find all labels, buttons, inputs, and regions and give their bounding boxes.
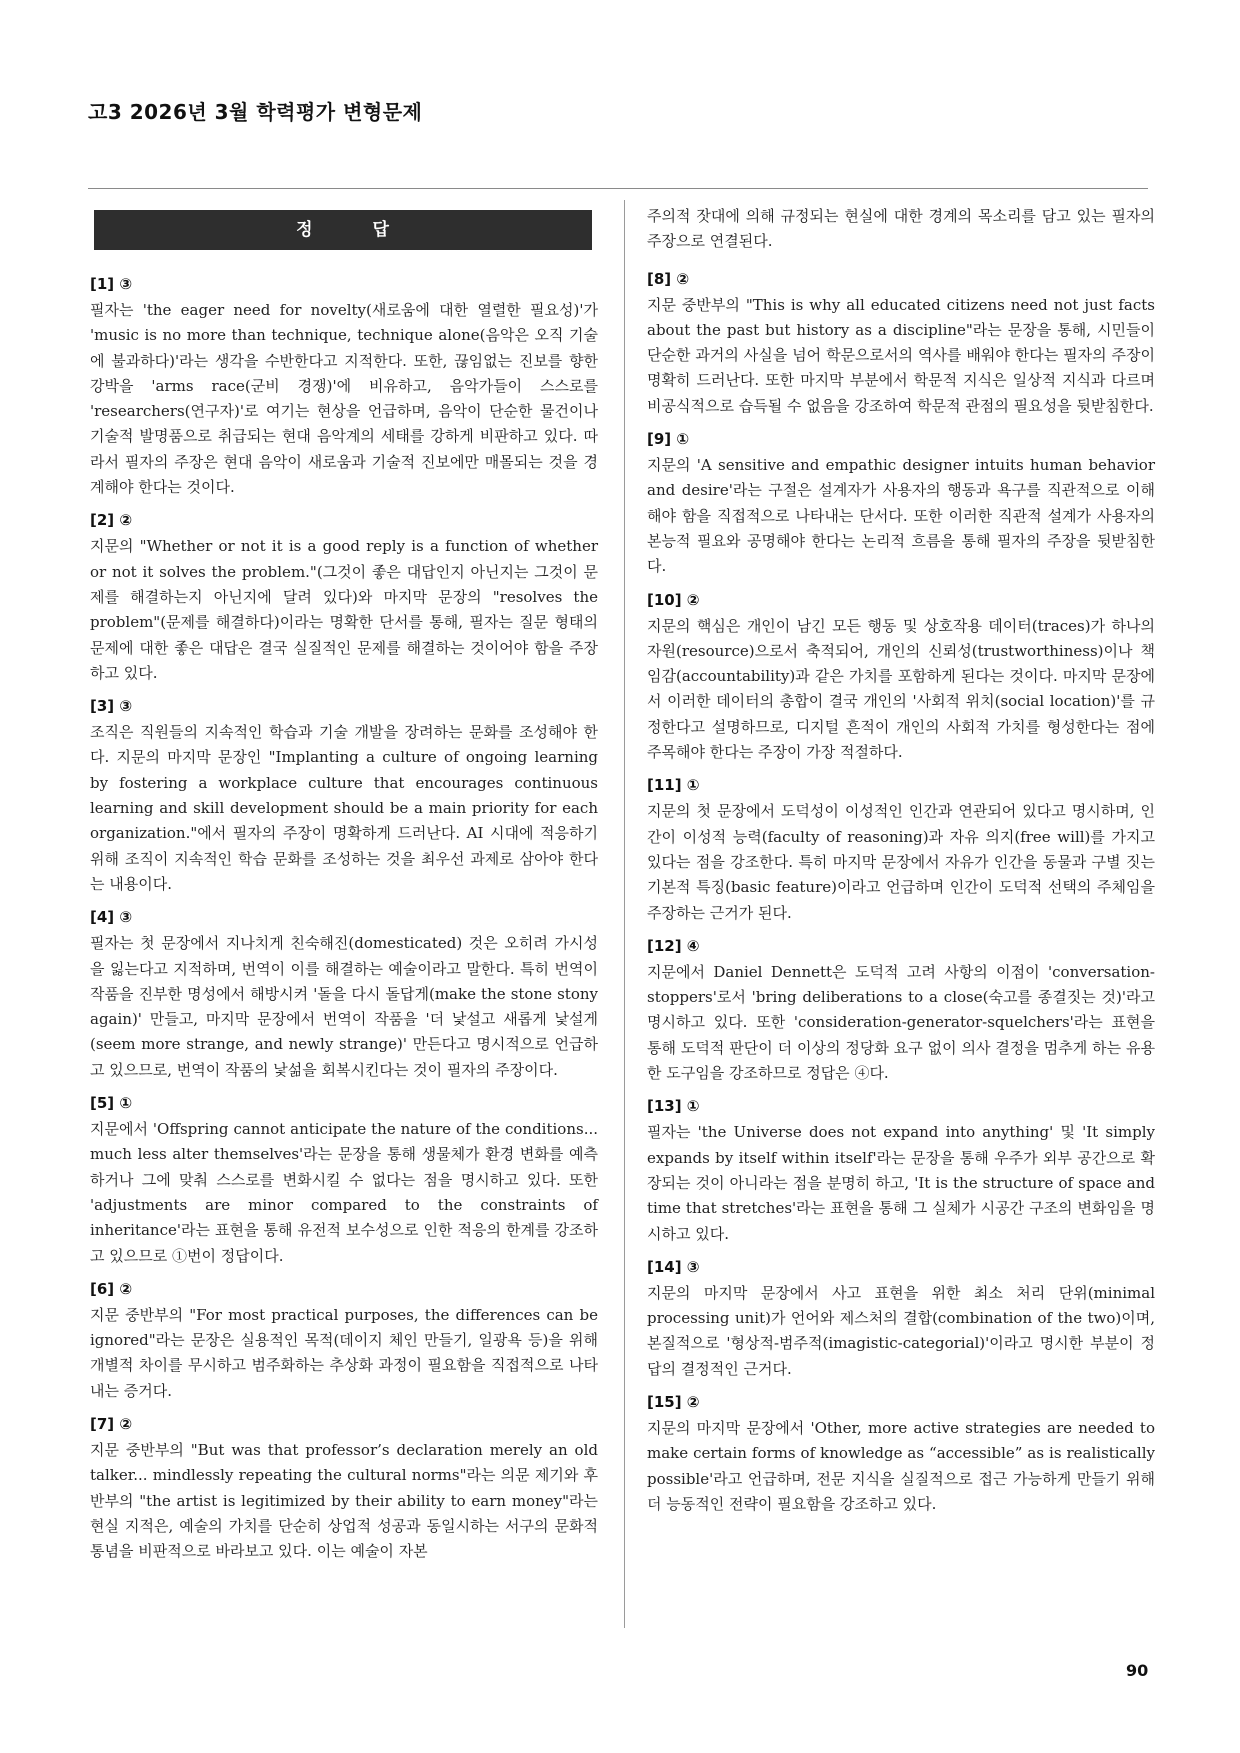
answer-7-continuation: 주의적 잣대에 의해 규정되는 현실에 대한 경계의 목소리를 담고 있는 필자의 주장으로 연결된다. <box>647 207 1155 251</box>
answer-item-2 <box>90 508 598 686</box>
column-divider <box>624 200 625 1628</box>
answer-explanation: 필자는 첫 문장에서 지나치게 친숙해진(domesticated) 것은 오히려 가시성을 잃는다고 지적하며, 번역이 이를 해결하는 예술이라고 말한다. 특히 번역이 작품을 진부한 명성에서 해방시켜 '돌을 다시 돌답게(make the stone stony again)' 만들고, 마지막 문장에서 번역이 작품을 '더 낯설고 새롭게 낯설게(seem more strange, and newly strange)' 만든다고 명시적으로 언급하고 있으므로, 번역이 작품의 낯섦을 회복시킨다는 것이 필자의 주장이다. <box>90 934 598 1079</box>
answer-item-3 <box>90 694 598 897</box>
page-number: 90 <box>1126 1661 1149 1680</box>
answer-item-12 <box>647 934 1155 1086</box>
answer-number: [7] ② <box>90 1414 133 1433</box>
answer-number: [2] ② <box>90 511 133 530</box>
answer-number: [4] ③ <box>90 908 133 927</box>
answer-banner: 정 답 <box>94 210 592 250</box>
answer-explanation: 지문 중반부의 "But was that professor’s declaration merely an old talker... mindlessly repeating the cultural norms"라는 의문 제기와 후반부의 "the artist is legitimized by their ability to earn money"라는 현실 지적은, 예술의 가치를 단순히 상업적 성공과 동일시하는 서구의 문화적 통념을 비판적으로 바라보고 있다. 이는 예술이 자본 <box>90 1440 598 1561</box>
answer-explanation: 필자는 'the Universe does not expand into anything' 및 'It simply expands by itself within itself'라는 문장을 통해 우주가 외부 공간으로 확장되는 것이 아니라는 점을 분명히 하고, 'It is the structure of space and time that stretches'라는 표현을 통해 그 실체가 시공간 구조의 변화임을 명시하고 있다. <box>647 1123 1155 1243</box>
answer-explanation: 지문 중반부의 "For most practical purposes, the differences can be ignored"라는 문장은 실용적인 목적(데이지 체인 만들기, 일광욕 등)을 위해 개별적 차이를 무시하고 범주화하는 추상화 과정이 필요함을 직접적으로 나타내는 증거다. <box>90 1305 598 1400</box>
answer-number: [12] ④ <box>647 936 700 955</box>
answer-item-11 <box>647 773 1155 925</box>
answer-number: [6] ② <box>90 1279 133 1298</box>
answer-item-9 <box>647 427 1155 579</box>
page-title: 고3 2026년 3월 학력평가 변형문제 <box>88 100 423 124</box>
answer-explanation: 필자는 'the eager need for novelty(새로움에 대한 열렬한 필요성)'가 'music is no more than technique, technique alone(음악은 오직 기술에 불과하다)'라는 생각을 수반한다고 지적한다. 또한, 끊임없는 진보를 향한 강박을 'arms race(군비 경쟁)'에 비유하고, 음악가들이 스스로를 'researchers(연구자)'로 여기는 현상을 언급하며, 음악이 단순한 물건이나 기술적 발명품으로 취급되는 현대 음악계의 세태를 강하게 비판하고 있다. 따라서 필자의 주장은 현대 음악이 새로움과 기술적 진보에만 매몰되는 것을 경계해야 한다는 것이다. <box>90 301 598 497</box>
answer-item-7 <box>90 1412 598 1564</box>
answer-number: [14] ③ <box>647 1257 700 1276</box>
answer-explanation: 지문 중반부의 "This is why all educated citizens need not just facts about the past but history as a discipline"라는 문장을 통해, 시민들이 단순한 과거의 사실을 넘어 학문으로서의 역사를 배워야 한다는 필자의 주장이 명확히 드러난다. 또한 마지막 부분에서 학문적 지식은 일상적 지식과 다르며 비공식적으로 습득될 수 없음을 강조하여 학문적 관점의 필요성을 뒷받침한다. <box>647 295 1155 415</box>
header-divider <box>88 188 1148 189</box>
answer-explanation: 지문에서 'Offspring cannot anticipate the nature of the conditions... much less alter themselves'라는 문장을 통해 생물체가 환경 변화를 예측하거나 그에 맞춰 스스로를 변화시킬 수 없다는 점을 명시하고 있다. 또한 'adjustments are minor compared to the constraints of inheritance'라는 표현을 통해 유전적 보수성으로 인한 적응의 한계를 강조하고 있으므로 ①번이 정답이다. <box>90 1120 598 1265</box>
answer-explanation: 지문의 마지막 문장에서 'Other, more active strategies are needed to make certain forms of knowledge as “accessible” as is realistically possible'라고 언급하며, 전문 지식을 실질적으로 접근 가능하게 만들기 위해 더 능동적인 전략이 필요함을 강조하고 있다. <box>647 1418 1155 1513</box>
right-column <box>647 204 1155 1525</box>
answer-item-14 <box>647 1255 1155 1382</box>
answer-item-10 <box>647 588 1155 766</box>
answer-item-6 <box>90 1277 598 1404</box>
answer-number: [5] ① <box>90 1094 133 1113</box>
left-column <box>90 200 598 1572</box>
answer-item-15 <box>647 1390 1155 1517</box>
answer-item-1 <box>90 272 598 500</box>
answer-item-13 <box>647 1094 1155 1246</box>
answer-explanation: 지문의 핵심은 개인이 남긴 모든 행동 및 상호작용 데이터(traces)가 하나의 자원(resource)으로서 축적되어, 개인의 신뢰성(trustworthiness)이나 책임감(accountability)과 같은 가치를 포함하게 된다는 것이다. 마지막 문장에서 이러한 데이터의 총합이 결국 개인의 '사회적 위치(social location)'를 규정한다고 설명하므로, 디지털 흔적이 개인의 사회적 가치를 형성한다는 점에 주목해야 한다는 주장이 가장 적절하다. <box>647 616 1155 762</box>
answer-number: [3] ③ <box>90 697 133 716</box>
answer-explanation: 지문의 'A sensitive and empathic designer intuits human behavior and desire'라는 구절은 설계자가 사용자의 행동과 욕구를 직관적으로 이해해야 함을 직접적으로 나타내는 단서다. 또한 이러한 직관적 설계가 사용자의 본능적 필요와 공명해야 한다는 논리적 흐름을 통해 필자의 주장을 뒷받침한다. <box>647 456 1155 576</box>
answer-explanation: 지문의 마지막 문장에서 사고 표현을 위한 최소 처리 단위(minimal processing unit)가 언어와 제스처의 결합(combination of the two)이며, 본질적으로 '형상적-범주적(imagistic-categorial)'이라고 명시한 부분이 정답의 결정적인 근거다. <box>647 1283 1155 1378</box>
answer-number: [15] ② <box>647 1392 700 1411</box>
answer-number: [10] ② <box>647 590 700 609</box>
answer-item-4 <box>90 905 598 1083</box>
answer-number: [8] ② <box>647 269 690 288</box>
answer-number: [9] ① <box>647 430 690 449</box>
answer-explanation: 지문의 첫 문장에서 도덕성이 이성적인 인간과 연관되어 있다고 명시하며, 인간이 이성적 능력(faculty of reasoning)과 자유 의지(free will)를 가지고 있다는 점을 강조한다. 특히 마지막 문장에서 자유가 인간을 동물과 구별 짓는 기본적 특징(basic feature)이라고 언급하며 인간이 도덕적 선택의 주체임을 주장하는 근거가 된다. <box>647 802 1155 922</box>
answer-number: [11] ① <box>647 776 700 795</box>
answer-number: [13] ① <box>647 1097 700 1116</box>
answer-explanation: 조직은 직원들의 지속적인 학습과 기술 개발을 장려하는 문화를 조성해야 한다. 지문의 마지막 문장인 "Implanting a culture of ongoing learning by fostering a workplace culture that encourages continuous learning and skill development should be a main priority for each organization."에서 필자의 주장이 명확하게 드러난다. AI 시대에 적응하기 위해 조직이 지속적인 학습 문화를 조성하는 것을 최우선 과제로 삼아야 한다는 내용이다. <box>90 723 598 893</box>
answer-item-5 <box>90 1091 598 1269</box>
answer-explanation: 지문에서 Daniel Dennett은 도덕적 고려 사항의 이점이 'conversation-stoppers'로서 'bring deliberations to a close(숙고를 종결짓는 것)'라고 명시하고 있다. 또한 'consideration-generator-squelchers'라는 표현을 통해 도덕적 판단이 더 이상의 정당화 요구 없이 의사 결정을 멈추게 하는 유용한 도구임을 강조하므로 정답은 ④다. <box>647 962 1155 1083</box>
answer-explanation: 지문의 "Whether or not it is a good reply is a function of whether or not it solves the problem."(그것이 좋은 대답인지 아닌지는 그것이 문제를 해결하는지 아닌지에 달려 있다)와 마지막 문장의 "resolves the problem"(문제를 해결하다)이라는 명확한 단서를 통해, 필자는 질문 형태의 문제에 대한 좋은 대답은 결국 실질적인 문제를 해결하는 것이어야 함을 주장하고 있다. <box>90 537 598 682</box>
answer-number: [1] ③ <box>90 275 133 293</box>
answer-item-8 <box>647 267 1155 419</box>
